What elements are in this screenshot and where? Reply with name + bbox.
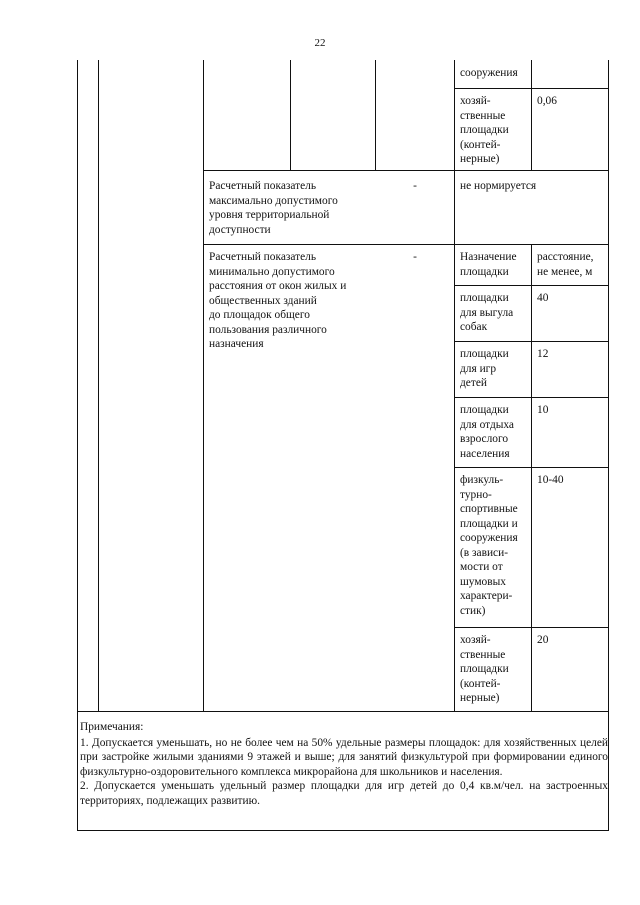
- table-column-line: [290, 60, 291, 170]
- purpose-cell: площадки для выгула собак: [460, 292, 514, 333]
- value-cell: 10: [537, 404, 549, 416]
- notes-title: Примечания:: [80, 721, 144, 733]
- purpose-cell: хозяй- ственные площадки (контей- нерные): [460, 634, 509, 704]
- purpose-cell: хозяй- ственные площадки (контей- нерные): [460, 95, 509, 165]
- table-right-border: [608, 60, 609, 831]
- notes-section: [80, 720, 608, 809]
- row-divider: [454, 627, 609, 628]
- value-cell: не нормируется: [460, 180, 537, 192]
- purpose-cell: площадки для отдыха взрослого населения: [460, 404, 514, 460]
- row-divider: [203, 170, 609, 171]
- table-bottom-border: [77, 830, 609, 831]
- note-item: 2. Допускается уменьшать удельный размер площадки для игр детей до 0,4 кв.м/чел. на застроенных территориях, подлежащих развитию.: [80, 780, 608, 807]
- column-header: расстояние, не менее, м: [537, 251, 594, 278]
- purpose-cell: площадки для игр детей: [460, 348, 509, 389]
- value-cell: 0,06: [537, 95, 557, 107]
- unit-cell: -: [413, 251, 417, 263]
- row-divider: [77, 711, 609, 712]
- row-divider: [454, 397, 609, 398]
- row-divider: [454, 88, 609, 89]
- value-cell: 20: [537, 634, 549, 646]
- purpose-cell: физкуль- турно- спортивные площадки и сооружения (в зависи- мости от шумовых характери- стик): [460, 474, 518, 617]
- table-column-line: [531, 244, 532, 711]
- table-column-line: [531, 60, 532, 170]
- indicator-cell: Расчетный показатель минимально допустимого расстояния от окон жилых и общественных зданий до площадок общего пользования различного назначения: [209, 251, 347, 350]
- value-cell: 10-40: [537, 474, 564, 486]
- value-cell: 40: [537, 292, 549, 304]
- row-divider: [454, 467, 609, 468]
- table-column-line: [454, 60, 455, 711]
- note-item: 1. Допускается уменьшать, но не более чем на 50% удельные размеры площадок: для хозяйственных целей при застройке жилыми зданиями 9 этажей и выше; для занятий физкультурой при формировании единого физкультурно-оздоровительного комплекса микрорайона для школьников и населения.: [80, 736, 608, 778]
- table-column-line: [203, 60, 204, 711]
- unit-cell: -: [413, 180, 417, 192]
- table-column-line: [98, 60, 99, 711]
- page-number: 22: [314, 37, 326, 49]
- table-left-border: [77, 60, 78, 831]
- row-divider: [203, 244, 609, 245]
- value-cell: 12: [537, 348, 549, 360]
- row-divider: [454, 285, 609, 286]
- column-header: Назначение площадки: [460, 251, 517, 278]
- purpose-cell: сооружения: [460, 67, 518, 79]
- indicator-cell: Расчетный показатель максимально допустимого уровня территориальной доступности: [209, 180, 338, 236]
- table-column-line: [375, 60, 376, 170]
- row-divider: [454, 341, 609, 342]
